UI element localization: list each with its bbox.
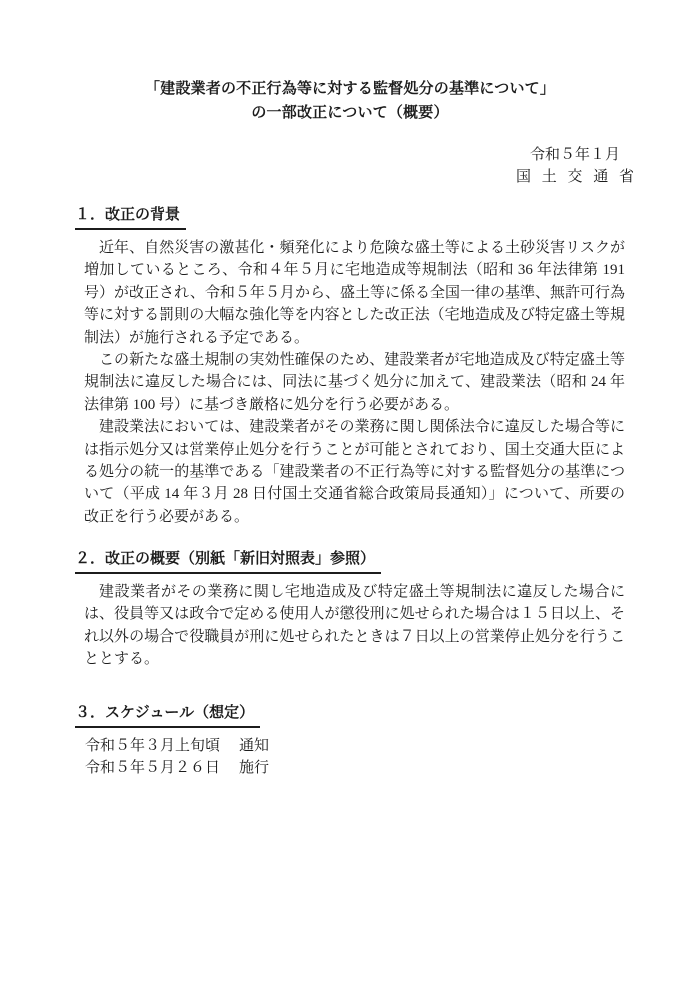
schedule-event: 通知: [239, 738, 270, 754]
paragraph: この新たな盛土規制の実効性確保のため、建設業者が宅地造成及び特定盛土等規制法に違反した場合には、同法に基づく処分に加えて、建設業法（昭和 24 年法律第 100 号）に基づき厳格に処分を行う必要がある。: [84, 352, 625, 413]
paragraph: 建設業者がその業務に関し宅地造成及び特定盛土等規制法に違反した場合には、役員等又は政令で定める使用人が懲役刑に処せられた場合は１５日以上、それ以外の場合で役職員が刑に処せられたときは７日以上の営業停止処分を行うこととする。: [84, 584, 625, 668]
section-background-body: [84, 237, 625, 528]
schedule-date: 令和５年５月２６日: [85, 760, 221, 777]
issuing-organization: 国土交通省: [516, 168, 634, 185]
schedule-item: [85, 757, 627, 779]
schedule-date: 令和５年３月上旬頃: [85, 738, 221, 754]
section-schedule-heading: [75, 703, 627, 728]
section-background-heading: [75, 205, 627, 230]
section-schedule: [75, 703, 627, 780]
section-background-heading-text: １．改正の背景: [75, 205, 186, 230]
schedule-item: [85, 735, 627, 757]
document-title-line2: の一部改正について（概要）: [251, 104, 449, 121]
document-title: [0, 77, 700, 125]
issue-date: 令和５年１月: [529, 146, 620, 163]
section-background: [75, 205, 627, 528]
paragraph: 建設業法においては、建設業者がその業務に関し関係法令に違反した場合等には指示処分又は営業停止処分を行うことが可能とされており、国土交通大臣による処分の統一的基準である「建設業者の不正行為等に対する監督処分の基準について（平成 14 年３月 28 日付国土交通省総合政策局長通知）」について、所要の改正を行う必要がある。: [84, 419, 625, 525]
document-title-line1: 「建設業者の不正行為等に対する監督処分の基準について」: [144, 80, 556, 97]
section-overview-heading-text: ２．改正の概要（別紙「新旧対照表」参照）: [75, 549, 381, 574]
schedule-list: [85, 735, 627, 780]
section-overview: [75, 549, 627, 671]
paragraph: 近年、自然災害の激甚化・頻発化により危険な盛土等による土砂災害リスクが増加しているところ、令和４年５月に宅地造成等規制法（昭和 36 年法律第 191 号）が改正され、令和５年５月から、盛土等に係る全国一律の基準、無許可行為等に対する罰則の大幅な強化等を内容とした改正法（宅地造成及び特定盛土等規制法）が施行される予定である。: [84, 240, 625, 346]
section-overview-body: [84, 581, 625, 671]
schedule-event: 施行: [239, 760, 270, 777]
section-overview-heading: [75, 549, 627, 574]
section-schedule-heading-text: ３．スケジュール（想定）: [75, 703, 260, 728]
issuer-block: [516, 144, 634, 188]
